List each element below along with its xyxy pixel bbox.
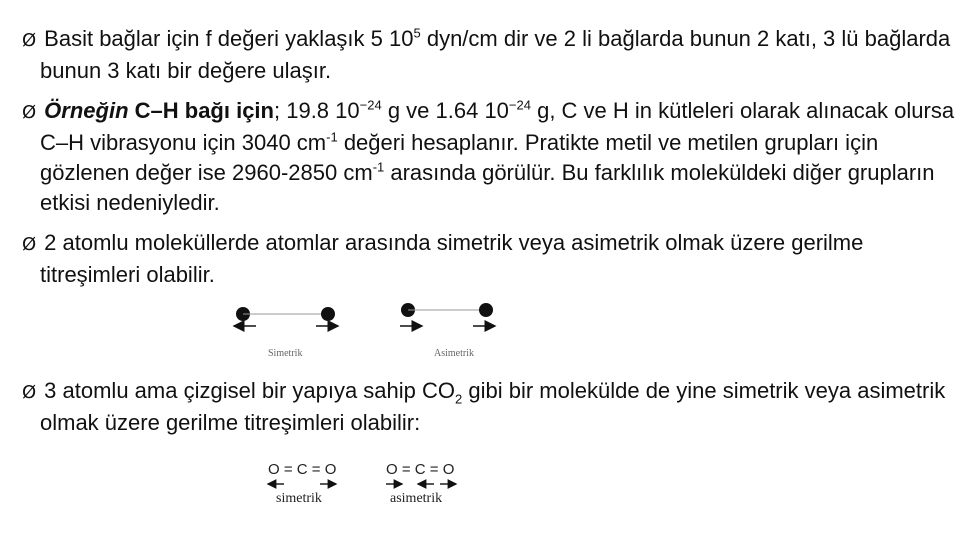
- superscript: 5: [413, 25, 421, 41]
- bullet-arrow-icon: Ø: [22, 234, 37, 255]
- bullet-arrow-icon: Ø: [22, 102, 37, 123]
- co2-formula: O = C = O: [386, 461, 455, 478]
- co2-vibration-figure: [262, 456, 472, 510]
- caption-symmetric: simetrik: [276, 491, 322, 506]
- atom-icon: [479, 303, 493, 317]
- text: g ve 1.64 10: [381, 98, 509, 123]
- diatomic-vibration-figure: [228, 296, 508, 364]
- co2-formula: O = C = O: [268, 461, 337, 478]
- text: g, C ve H in kütleleri olarak alınacak olursa C–H vibrasyonu için 3040 cm: [40, 98, 955, 155]
- superscript: -1: [372, 159, 385, 175]
- bullet-ch-bond-example: [22, 96, 955, 218]
- superscript: −24: [359, 97, 382, 113]
- text: ; 19.8 10: [274, 98, 360, 123]
- bullet-co2: [22, 376, 955, 438]
- lead-italic: Örneğin: [44, 98, 129, 123]
- text: arasında görülür. Bu farklılık moleküldeki diğer grupların etkisi nedeniyledir.: [40, 160, 935, 215]
- text: Basit bağlar için f değeri yaklaşık 5 10: [44, 26, 414, 51]
- caption-symmetric: Simetrik: [268, 348, 303, 359]
- text: 2 atomlu moleküllerde atomlar arasında simetrik veya asimetrik olmak üzere gerilme titreşimleri olabilir.: [40, 230, 864, 287]
- co2-asymmetric: [386, 461, 456, 506]
- bullet-simple-bonds: [22, 24, 955, 86]
- co2-symmetric: [268, 461, 336, 506]
- asymmetric-diatomic: [400, 303, 495, 359]
- text: 3 atomlu ama çizgisel bir yapıya sahip CO: [44, 378, 456, 403]
- subscript: 2: [455, 391, 463, 407]
- bullet-arrow-icon: Ø: [22, 30, 37, 51]
- superscript: −24: [508, 97, 531, 113]
- caption-asymmetric: asimetrik: [390, 491, 443, 506]
- bullet-diatomic: [22, 228, 955, 290]
- symmetric-diatomic: [234, 307, 338, 359]
- caption-asymmetric: Asimetrik: [434, 348, 474, 359]
- text: dyn/cm dir ve 2 li bağlarda bunun 2 katı, 3 lü bağlarda bunun 3 katı bir değere ulaşır.: [40, 26, 951, 83]
- superscript: -1: [326, 129, 338, 145]
- atom-icon: [321, 307, 335, 321]
- lead-bold: C–H bağı için: [128, 98, 274, 123]
- text: gibi bir molekülde de yine simetrik veya asimetrik olmak üzere gerilme titreşimleri olabilir:: [40, 378, 946, 435]
- bullet-arrow-icon: Ø: [22, 382, 37, 403]
- text: değeri hesaplanır. Pratikte metil ve metilen grupları için gözlenen değer ise 2960-2850 cm: [40, 130, 879, 185]
